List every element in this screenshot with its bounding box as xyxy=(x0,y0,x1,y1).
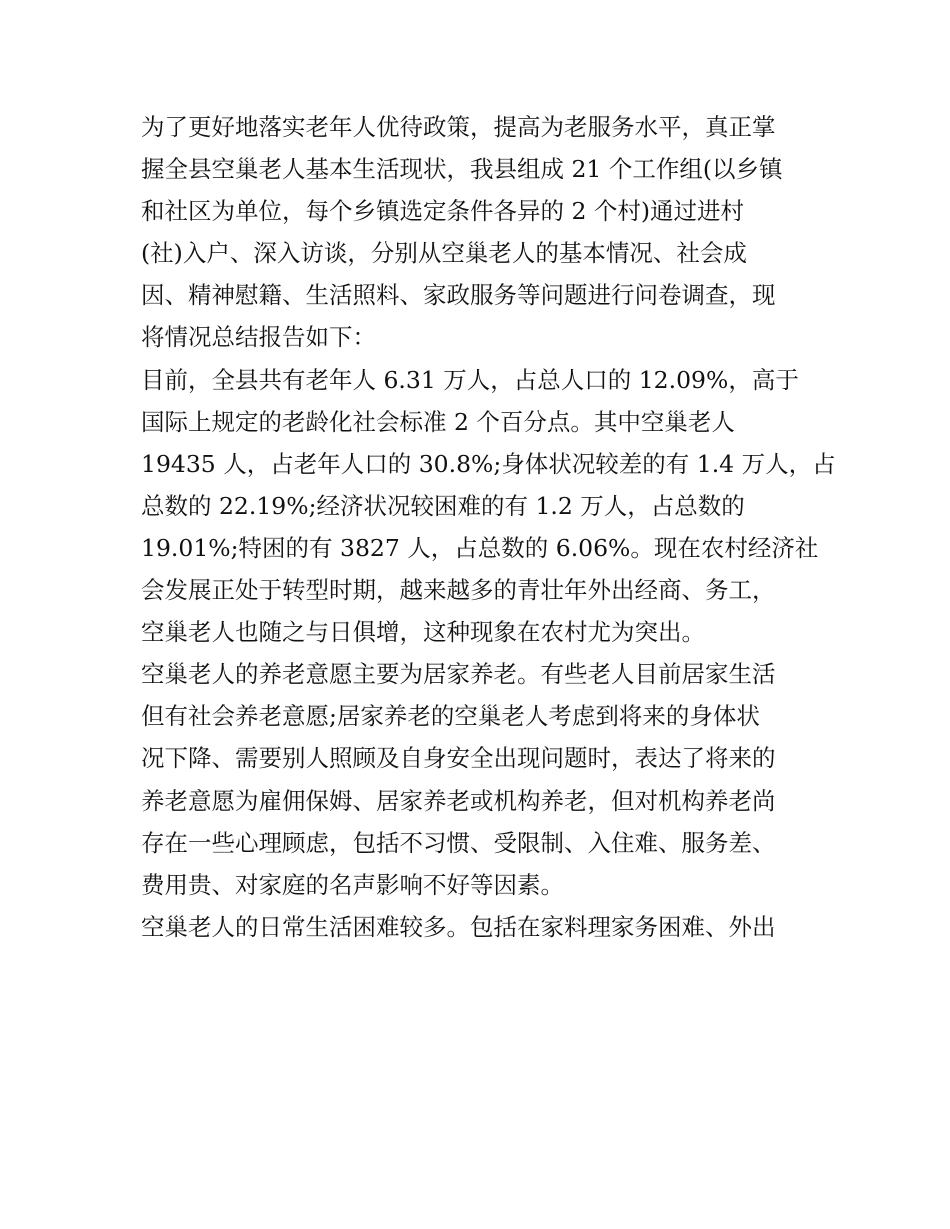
text-line: 养老意愿为雇佣保姆、居家养老或机构养老，但对机构养老尚 xyxy=(141,786,776,815)
text-line: 国际上规定的老龄化社会标准 2 个百分点。其中空巢老人 xyxy=(141,407,735,436)
text-line: 费用贵、对家庭的名声影响不好等因素。 xyxy=(141,870,564,899)
text-line: 将情况总结报告如下： xyxy=(141,323,376,352)
text-line: 空巢老人也随之与日俱增，这种现象在农村尤为突出。 xyxy=(141,618,705,647)
text-line: 空巢老人的日常生活困难较多。包括在家料理家务困难、外出 xyxy=(141,912,776,941)
text-line: 总数的 22.19%;经济状况较困难的有 1.2 万人，占总数的 xyxy=(141,491,745,520)
text-line: (社)入户、深入访谈，分别从空巢老人的基本情况、社会成 xyxy=(141,239,747,268)
text-line: 况下降、需要别人照顾及自身安全出现问题时，表达了将来的 xyxy=(141,744,776,773)
text-line: 为了更好地落实老年人优待政策，提高为老服务水平，真正掌 xyxy=(141,113,776,141)
text-line: 19435 人，占老年人口的 30.8%;身体状况较差的有 1.4 万人，占 xyxy=(141,449,836,478)
text-line: 握全县空巢老人基本生活现状，我县组成 21 个工作组(以乡镇 xyxy=(141,155,783,184)
text-line: 存在一些心理顾虑，包括不习惯、受限制、入住难、服务差、 xyxy=(141,828,776,857)
text-line: 目前，全县共有老年人 6.31 万人，占总人口的 12.09%，高于 xyxy=(141,365,799,394)
text-line: 空巢老人的养老意愿主要为居家养老。有些老人目前居家生活 xyxy=(141,660,776,689)
text-line: 会发展正处于转型时期，越来越多的青壮年外出经商、务工， xyxy=(141,576,776,605)
text-line: 因、精神慰籍、生活照料、家政服务等问题进行问卷调查，现 xyxy=(141,281,776,310)
text-line: 19.01%;特困的有 3827 人，占总数的 6.06%。现在农村经济社 xyxy=(141,533,819,562)
text-line: 但有社会养老意愿;居家养老的空巢老人考虑到将来的身体状 xyxy=(141,702,760,731)
text-line: 和社区为单位，每个乡镇选定条件各异的 2 个村)通过进村 xyxy=(141,197,745,226)
report-body-text xyxy=(141,108,836,950)
